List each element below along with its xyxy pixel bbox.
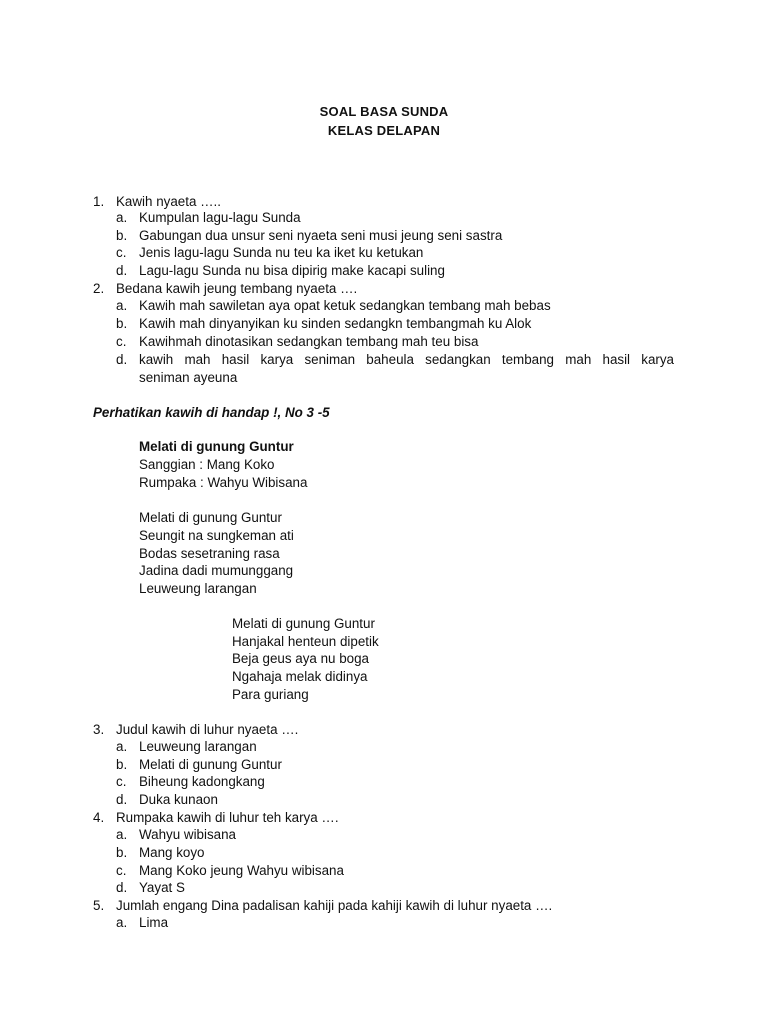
option-letter: d.	[116, 792, 128, 807]
poem-line: Leuweung larangan	[139, 581, 257, 596]
document-subtitle: KELAS DELAPAN	[327, 123, 441, 138]
option-text: Lima	[139, 915, 169, 930]
option-text: Jenis lagu-lagu Sunda nu teu ka iket ku ketukan	[139, 245, 424, 260]
option-text: Lagu-lagu Sunda nu bisa dipirig make kacapi suling	[139, 263, 445, 278]
option-text-continuation: seniman ayeuna	[139, 370, 238, 385]
question-text: Kawih nyaeta …..	[116, 194, 221, 209]
poem-line: Ngahaja melak didinya	[232, 669, 368, 684]
option-text: kawih mah hasil karya seniman baheula sedangkan tembang mah hasil karya	[139, 352, 674, 367]
question-number: 3.	[93, 722, 105, 737]
option-letter: a.	[116, 827, 128, 842]
option-text: Yayat S	[139, 880, 185, 895]
poem-line: Hanjakal henteun dipetik	[232, 634, 379, 649]
option-text: Mang Koko jeung Wahyu wibisana	[139, 863, 344, 878]
option-letter: c.	[116, 334, 127, 349]
document-title: SOAL BASA SUNDA	[319, 104, 449, 119]
question-number: 1.	[93, 194, 105, 209]
option-letter: a.	[116, 739, 128, 754]
question-number: 2.	[93, 281, 105, 296]
option-letter: a.	[116, 915, 128, 930]
option-text: Melati di gunung Guntur	[139, 757, 282, 772]
poem-line: Jadina dadi mumunggang	[139, 563, 294, 578]
question-number: 5.	[93, 898, 105, 913]
poem-line: Seungit na sungkeman ati	[139, 528, 294, 543]
question-text: Rumpaka kawih di luhur teh karya ….	[116, 810, 339, 825]
option-letter: c.	[116, 863, 127, 878]
poem-line: Para guriang	[232, 687, 309, 702]
option-letter: c.	[116, 245, 127, 260]
option-text: Kawihmah dinotasikan sedangkan tembang mah teu bisa	[139, 334, 479, 349]
option-letter: b.	[116, 228, 128, 243]
poem-composer: Sanggian : Mang Koko	[139, 457, 275, 472]
option-letter: a.	[116, 298, 128, 313]
option-text: Gabungan dua unsur seni nyaeta seni musi jeung seni sastra	[139, 228, 503, 243]
option-letter: c.	[116, 774, 127, 789]
option-text: Biheung kadongkang	[139, 774, 265, 789]
option-text: Wahyu wibisana	[139, 827, 237, 842]
option-text: Kawih mah dinyanyikan ku sinden sedangkn tembangmah ku Alok	[139, 316, 532, 331]
question-text: Jumlah engang Dina padalisan kahiji pada kahiji kawih di luhur nyaeta ….	[116, 898, 553, 913]
poem-line: Melati di gunung Guntur	[139, 510, 282, 525]
question-text: Judul kawih di luhur nyaeta ….	[116, 722, 299, 737]
option-letter: b.	[116, 757, 128, 772]
option-text: Kumpulan lagu-lagu Sunda	[139, 210, 301, 225]
poem-line: Bodas sesetraning rasa	[139, 546, 280, 561]
option-text: Mang koyo	[139, 845, 205, 860]
option-letter: d.	[116, 263, 128, 278]
option-letter: b.	[116, 845, 128, 860]
question-text: Bedana kawih jeung tembang nyaeta ….	[116, 281, 358, 296]
poem-line: Melati di gunung Guntur	[232, 616, 375, 631]
option-letter: d.	[116, 880, 128, 895]
poem-line: Beja geus aya nu boga	[232, 651, 369, 666]
option-text: Kawih mah sawiletan aya opat ketuk sedangkan tembang mah bebas	[139, 298, 551, 313]
question-number: 4.	[93, 810, 105, 825]
poem-title: Melati di gunung Guntur	[139, 439, 294, 454]
option-letter: a.	[116, 210, 128, 225]
option-text: Leuweung larangan	[139, 739, 257, 754]
option-letter: b.	[116, 316, 128, 331]
poem-lyricist: Rumpaka : Wahyu Wibisana	[139, 475, 308, 490]
option-letter: d.	[116, 352, 128, 367]
section-instruction: Perhatikan kawih di handap !, No 3 -5	[93, 405, 330, 420]
option-text: Duka kunaon	[139, 792, 218, 807]
